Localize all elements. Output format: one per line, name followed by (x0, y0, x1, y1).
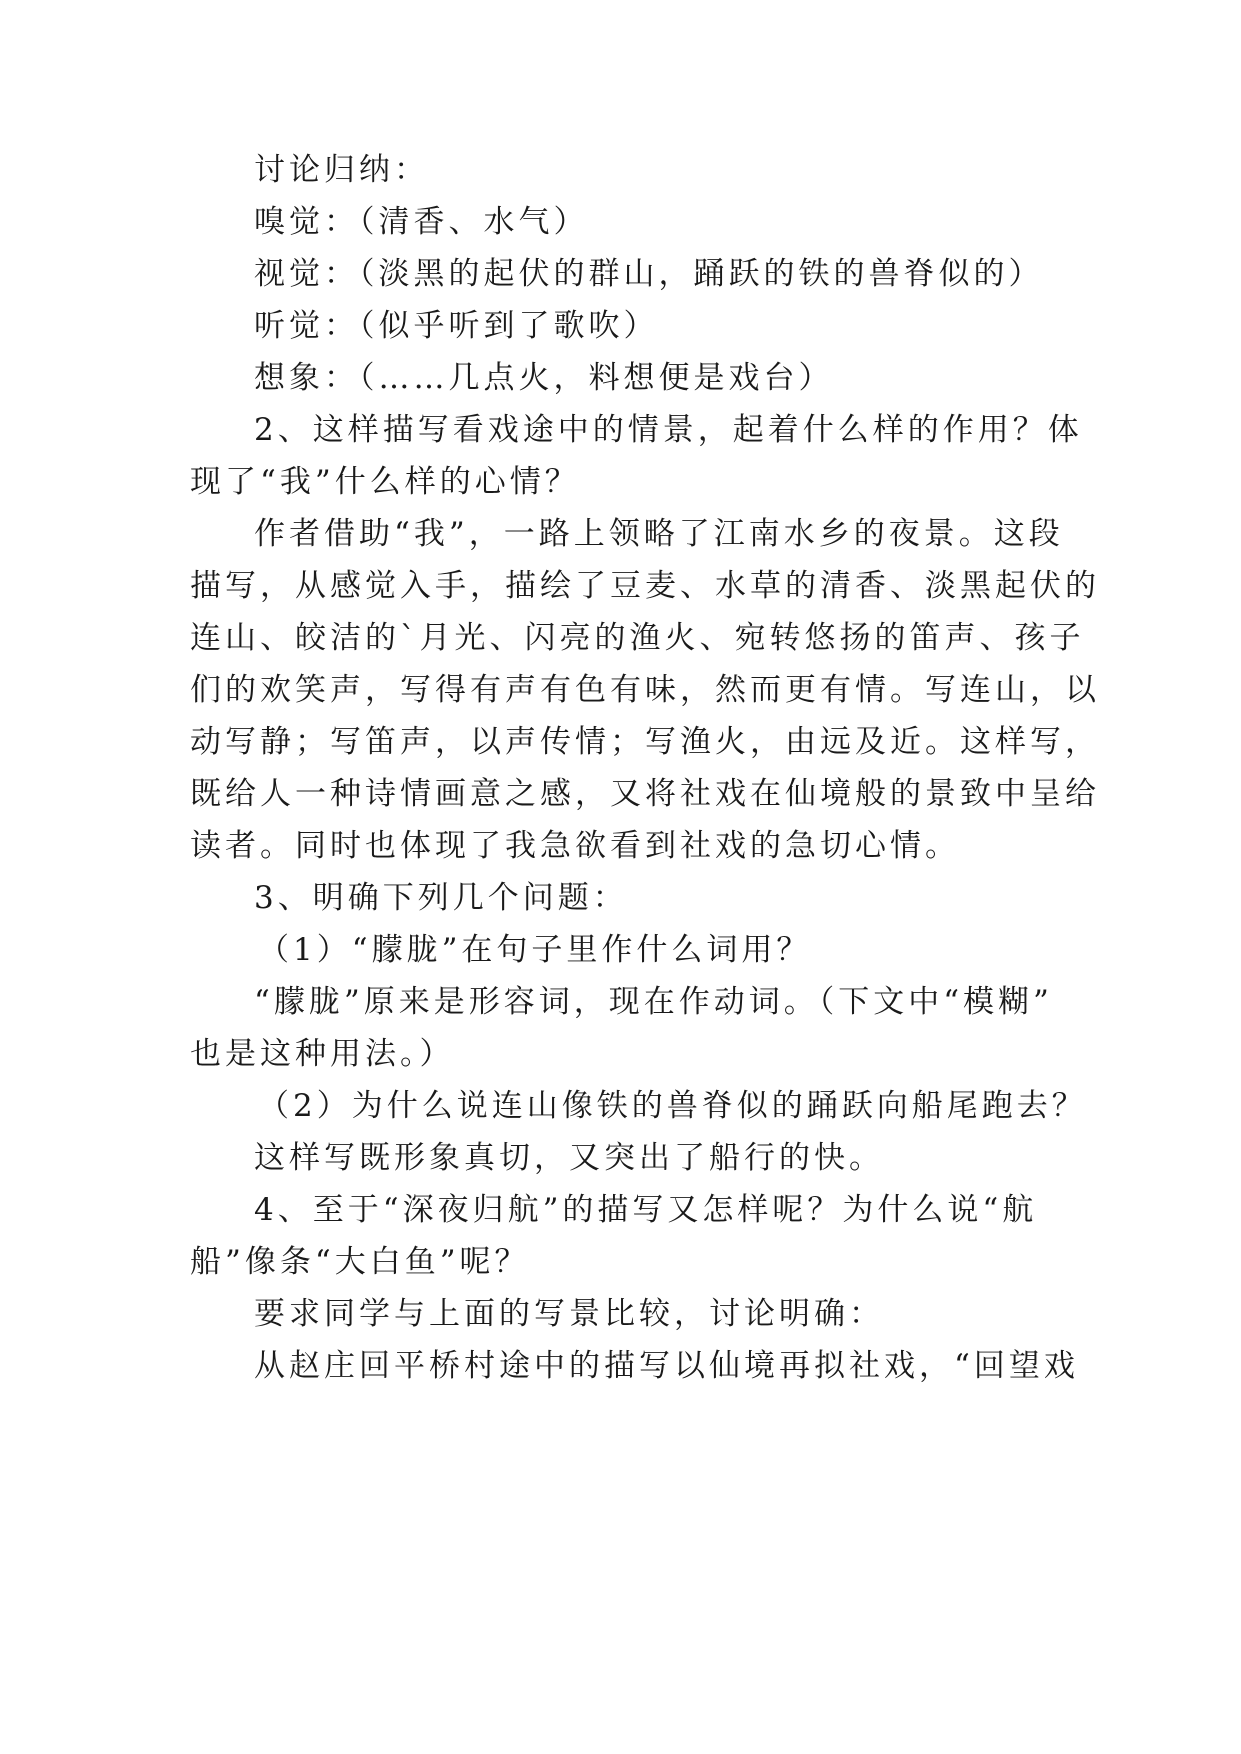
text-line: 3、明确下列几个问题： (254, 880, 628, 916)
text-line: 动写静；写笛声，以声传情；写渔火，由远及近。这样写， (190, 724, 1100, 760)
text-line: “朦胧”原来是形容词，现在作动词。（下文中“模糊” (254, 984, 1053, 1020)
text-line: （2）为什么说连山像铁的兽脊似的踊跃向船尾跑去？ (258, 1088, 1087, 1124)
text-line: 4、至于“深夜归航”的描写又怎样呢？为什么说“航 (254, 1192, 1038, 1228)
text-line: 们的欢笑声，写得有声有色有味，然而更有情。写连山，以 (190, 672, 1100, 708)
text-line: 描写，从感觉入手，描绘了豆麦、水草的清香、淡黑起伏的 (190, 568, 1100, 604)
text-line: （1）“朦胧”在句子里作什么词用？ (258, 932, 812, 968)
text-line: 嗅觉：（清香、水气） (254, 204, 589, 240)
text-line: 视觉：（淡黑的起伏的群山，踊跃的铁的兽脊似的） (254, 256, 1044, 292)
text-line: 从赵庄回平桥村途中的描写以仙境再拟社戏，“回望戏 (254, 1348, 1079, 1384)
text-line: 现了“我”什么样的心情？ (190, 464, 580, 500)
text-line: 作者借助“我”，一路上领略了江南水乡的夜景。这段 (254, 516, 1064, 552)
text-line: 既给人一种诗情画意之感，又将社戏在仙境般的景致中呈给 (190, 776, 1100, 812)
text-line: 这样写既形象真切，又突出了船行的快。 (254, 1140, 884, 1176)
text-line: 连山、皎洁的`月光、闪亮的渔火、宛转悠扬的笛声、孩子 (190, 620, 1085, 656)
text-line: 也是这种用法。） (190, 1036, 455, 1072)
text-line: 要求同学与上面的写景比较，讨论明确： (254, 1296, 884, 1332)
text-line: 想象：（……几点火，料想便是戏台） (254, 360, 834, 396)
text-line: 讨论归纳： (254, 152, 429, 188)
text-line: 2、这样描写看戏途中的情景，起着什么样的作用？体 (254, 412, 1083, 448)
text-line: 读者。同时也体现了我急欲看到社戏的急切心情。 (190, 828, 960, 864)
text-line: 听觉：（似乎听到了歌吹） (254, 308, 659, 344)
text-line: 船”像条“大白鱼”呢？ (190, 1244, 530, 1280)
